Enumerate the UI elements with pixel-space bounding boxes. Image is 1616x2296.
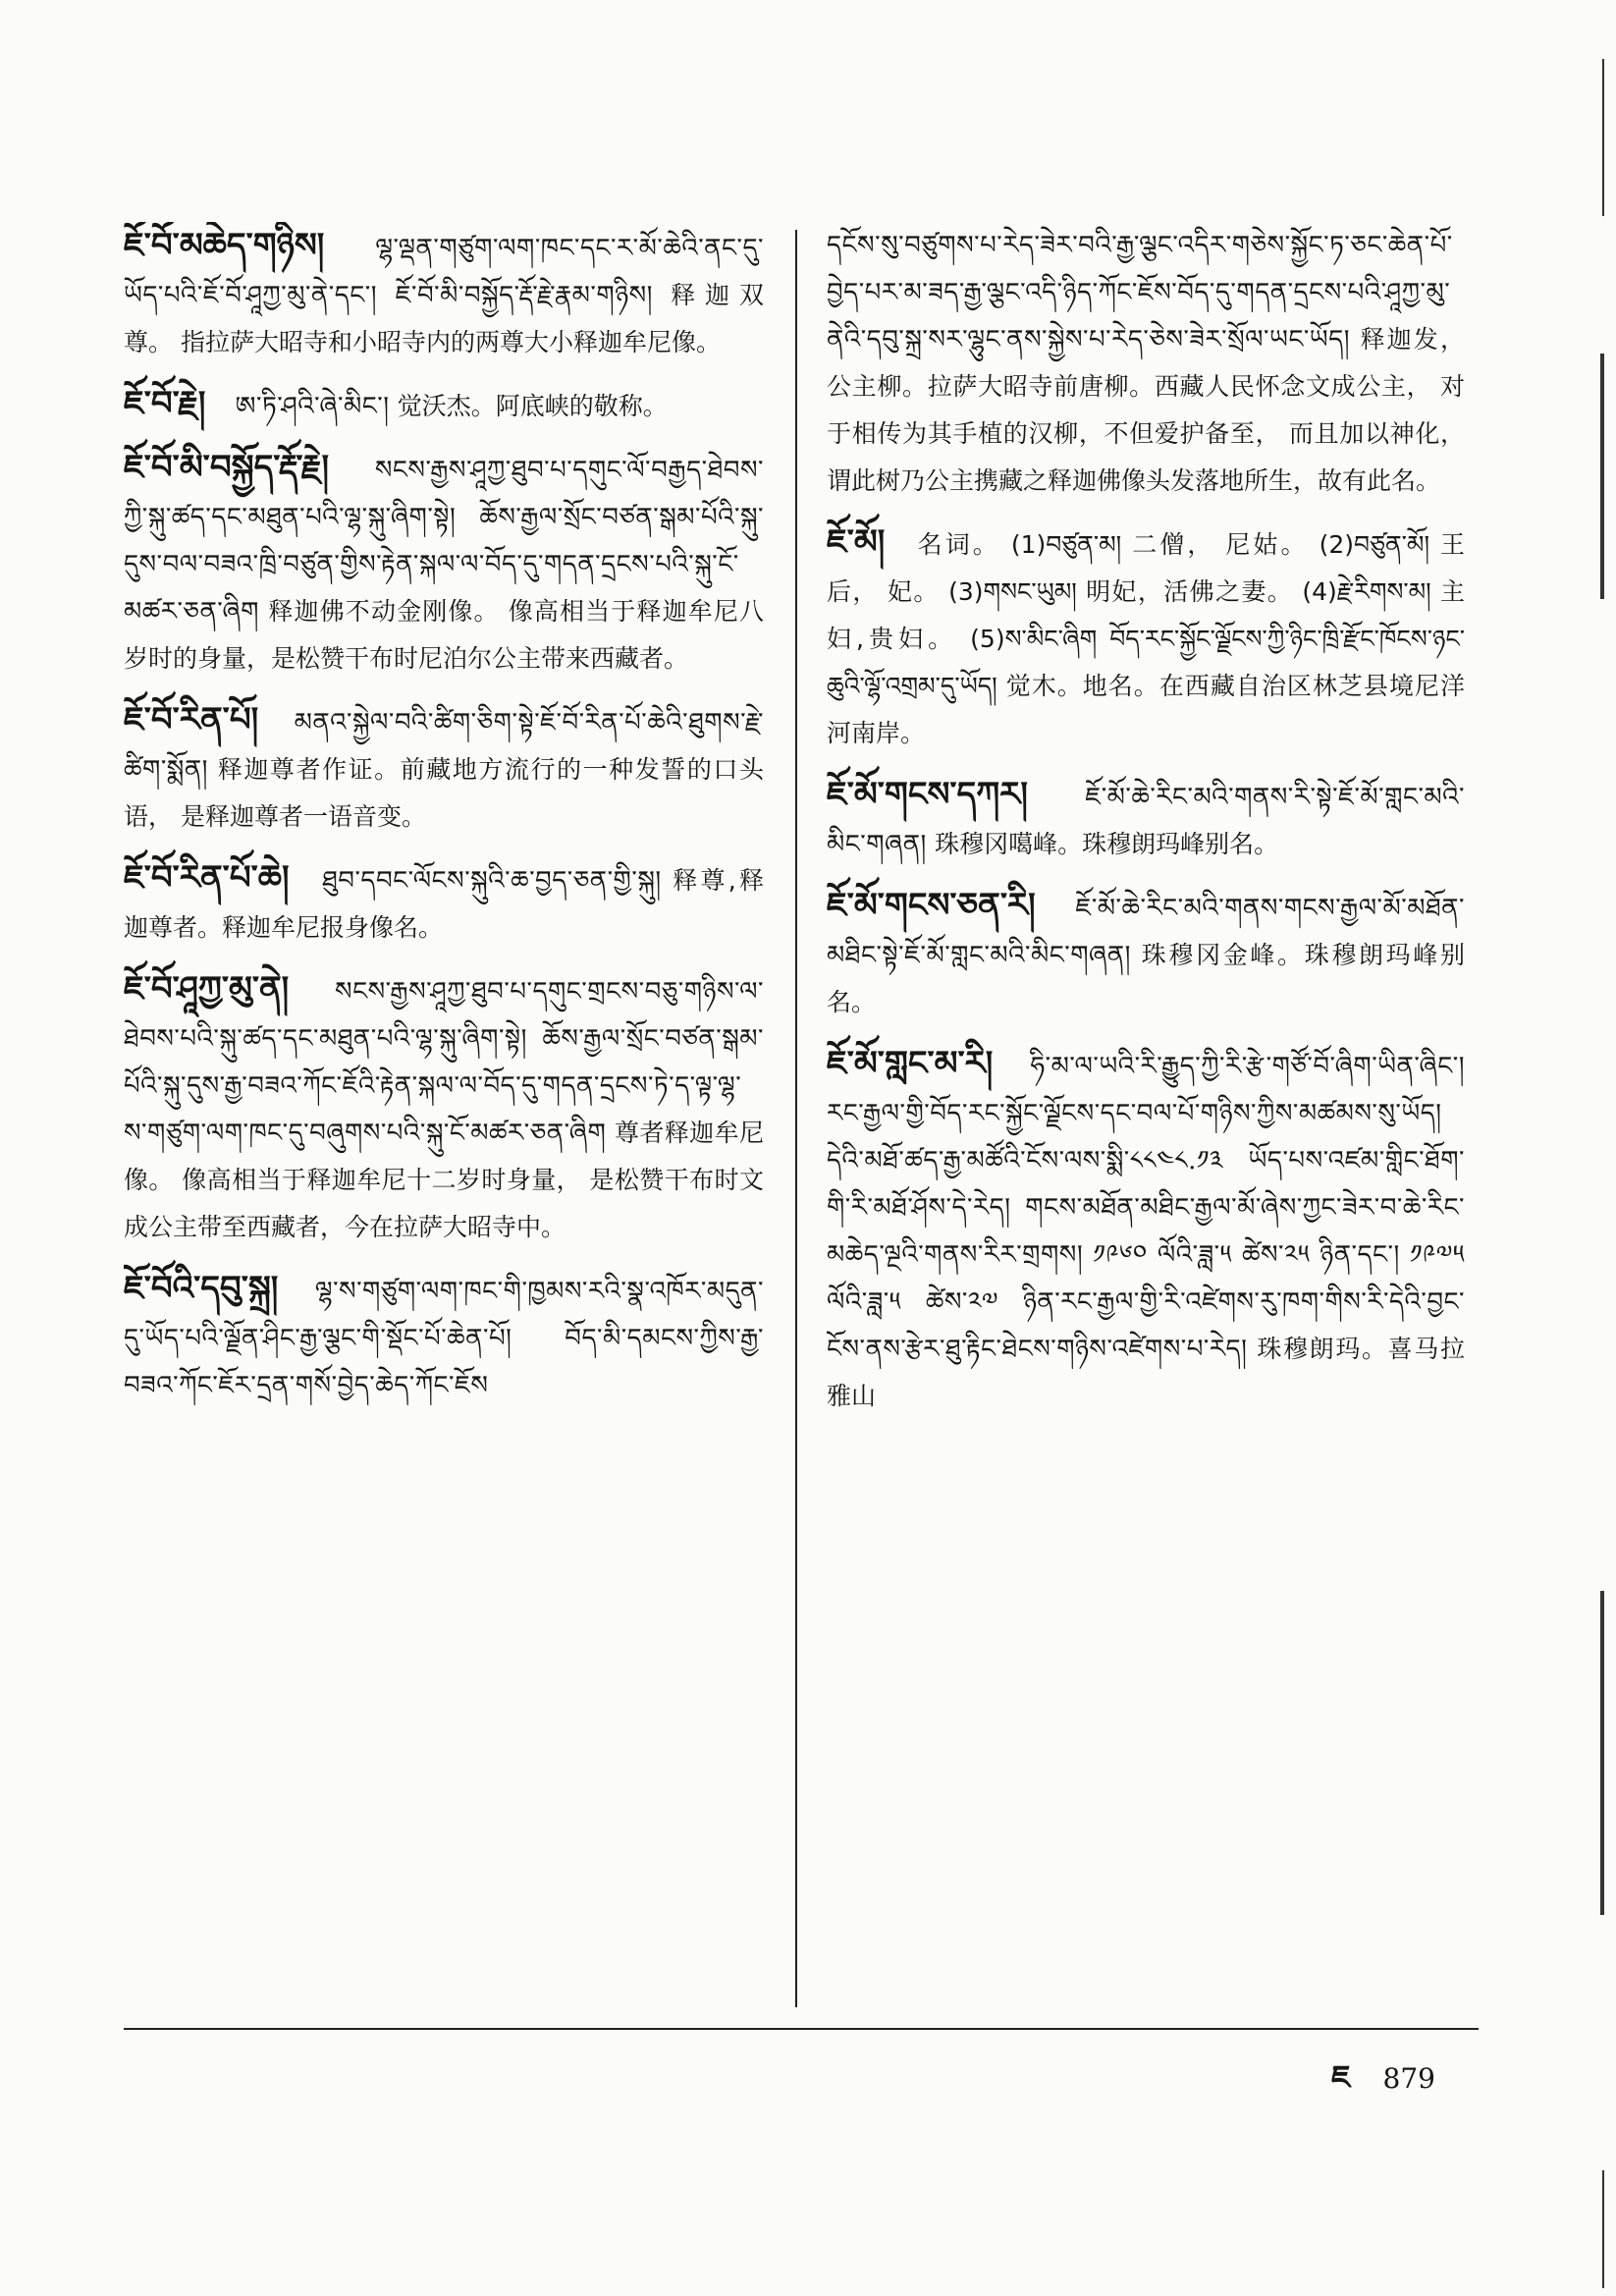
dictionary-entry — [827, 882, 1465, 1026]
dictionary-entry — [124, 222, 764, 366]
dictionary-entry — [827, 771, 1465, 868]
section-letter: ཇ — [1331, 2058, 1351, 2096]
entry-chinese-definition: 尊者释迦牟尼像。 像高相当于释迦牟尼十二岁时身量， 是松赞干布时文成公主带至西藏者，今在拉萨大昭寺中。 — [124, 1119, 764, 1241]
dictionary-entry — [827, 1040, 1465, 1420]
page-number: 879 — [1382, 2062, 1435, 2095]
entry-tibetan-definition: ཇོ་མོ་ཆེ་རིང་མའི་གནས་རི་སྟེ་ཇོ་མོ་གླང་མའི་མིང་གཞན། — [827, 783, 1465, 859]
entry-chinese-definition: 觉沃杰。阿底峡的敬称。 — [397, 392, 668, 420]
entry-headword: ཇོ་མོ། — [827, 522, 886, 562]
right-column — [827, 222, 1465, 1990]
dictionary-entry-continued — [827, 222, 1465, 505]
entry-tibetan-definition: ཨ་ཏི་ཤའི་ཞེ་མིང་། — [235, 392, 390, 421]
entry-tibetan-definition: སངས་རྒྱས་ཤཱཀྱ་ཐུབ་པ་དགུང་གྲངས་བཅུ་གཉིས་ལ་ཐེབས་པའི་སྐུ་ཚད་དང་མཐུན་པའི་ལྷ་སྐུ་ཞིག་སྟེ། ཆོས་རྒྱལ་སྲོང་བཙན་སྒམ་པོའི་སྐུ་དུས་རྒྱ་བཟའ་ཀོང་ཇོའི་རྟེན་སྐལ་ལ་བོད་དུ་གདན་དྲངས་ཏེ་ད་ལྟ་ལྷ་ས་གཙུག་ལག་ཁང་དུ་བཞུགས་པའི་སྐུ་ངོ་མཚར་ཅན་ཞིག — [124, 977, 764, 1148]
dictionary-entry — [124, 1265, 764, 1409]
entry-chinese-definition: 释尊,释迦尊者。释迦牟尼报身像名。 — [124, 866, 764, 942]
dictionary-entry — [124, 965, 764, 1251]
entry-tibetan-definition: ཐུབ་དབང་ལོངས་སྐུའི་ཆ་བྱད་ཅན་གྱི་སྐུ། — [322, 866, 662, 896]
dictionary-entry — [124, 854, 764, 952]
entry-chinese-definition: 珠穆冈噶峰。珠穆朗玛峰别名。 — [935, 830, 1279, 858]
entry-headword: ཇོ་བོ་མཆེད་གཉིས། — [124, 226, 325, 265]
entry-headword: ཇོ་བོ་རིན་པོ། — [124, 700, 259, 739]
bottom-rule — [124, 2028, 1479, 2030]
dictionary-entry — [124, 696, 764, 841]
dictionary-entry — [827, 519, 1465, 757]
entry-headword: ཇོ་བོ་ཤཱཀྱ་མུ་ནེ། — [124, 969, 290, 1009]
entry-headword: ཇོ་བོ་མི་བསྐྱོད་རྡོ་རྗེ། — [124, 448, 330, 487]
entry-tibetan-definition: ལྷ་ས་གཙུག་ལག་ཁང་གི་ཁྱམས་རའི་སྣ་འཁོར་མདུན་དུ་ཡོད་པའི་ལྗོན་ཤིང་རྒྱ་ལྕང་གི་སྡོང་པོ་ཆེན་པོ། བོད་མི་དམངས་ཀྱིས་རྒྱ་བཟའ་ཀོང་ཇོར་དྲན་གསོ་བྱེད་ཆེད་ཀོང་ཇོས — [124, 1277, 764, 1400]
entry-tibetan-definition: ལྷ་ལྡན་གཙུག་ལག་ཁང་དང་ར་མོ་ཆེའི་ནང་དུ་ཡོད་པའི་ཇོ་བོ་ཤཱཀྱ་མུ་ནེ་དང་། ཇོ་བོ་མི་བསྐྱོད་རྡོ་རྗེ་རྣམ་གཉིས། — [124, 234, 764, 310]
dictionary-entry — [124, 444, 764, 683]
entry-tibetan-definition: ཇོ་མོ་ཆེ་རིང་མའི་གནས་གངས་རྒྱལ་མོ་མཐོན་མཐིང་སྟེ་ཇོ་མོ་གླང་མའི་མིང་གཞན། — [827, 894, 1465, 970]
entry-chinese-definition: 名词。 (1)བཙུན་མ། 二僧， 尼姑。 (2)བཙུན་མོ། 王后， 妃。 (3)གསང་ཡུམ། 明妃，活佛之妻。 (4)རྗེ་རིགས་མ། 主妇,贵妇。 (5)ས་མིང་ཞིག བོད་རང་སྐྱོང་ལྗོངས་ཀྱི་ཉིང་ཁྲི་རྫོང་ཁོངས་ཉང་ཆུའི་ལྷོ་འགྲམ་དུ་ཡོད། 觉木。地名。在西藏自治区林芝县境尼洋河南岸。 — [827, 530, 1465, 747]
entry-headword: ཇོ་མོ་གངས་ཅན་རི། — [827, 886, 1036, 925]
entry-tibetan-definition: དངོས་སུ་བཙུགས་པ་རེད་ཟེར་བའི་རྒྱ་ལྕང་འདིར་གཅེས་སྐྱོང་ཏ་ཅང་ཆེན་པོ་བྱེད་པར་མ་ཟད་རྒྱ་ལྕང་འདི་ཉིད་ཀོང་ཇོས་བོད་དུ་གདན་དྲངས་པའི་ཤཱཀྱ་མུ་ནེའི་དབུ་སྐྲ་སར་ལྷུང་ནས་སྐྱེས་པ་རེད་ཅེས་ཟེར་སྲོལ་ཡང་ཡོད། — [827, 231, 1453, 355]
scan-edge-marks — [1571, 59, 1610, 2219]
dictionary-entry — [124, 380, 764, 430]
page-footer — [1331, 2043, 1435, 2131]
entry-chinese-definition: 珠穆冈金峰。珠穆朗玛峰别名。 — [827, 941, 1465, 1016]
left-column — [124, 222, 764, 1990]
entry-headword: ཇོ་བོ་རིན་པོ་ཆེ། — [124, 858, 290, 898]
entry-tibetan-definition: ཧི་མ་ལ་ཡའི་རི་རྒྱུད་ཀྱི་རི་རྩེ་གཙོ་བོ་ཞིག་ཡིན་ཞིང་། རང་རྒྱལ་གྱི་བོད་རང་སྐྱོང་ལྗོངས་དང་བལ་པོ་གཉིས་ཀྱིས་མཚམས་སུ་ཡོད། དེའི་མཐོ་ཚད་རྒྱ་མཚོའི་ངོས་ལས་སྨི་༨༨༤༨.༡༣ ཡོད་པས་འཛམ་གླིང་ཐོག་གི་རི་མཐོ་ཤོས་དེ་རེད། གངས་མཐོན་མཐིང་རྒྱལ་མོ་ཞེས་ཀྱང་ཟེར་བ་ཆེ་རིང་མཆེད་ལྔའི་གནས་རིར་གྲགས། ༡༩༦༠ ལོའི་ཟླ་༥ ཚེས་༢༥ ཉིན་དང་། ༡༩༧༥ ལོའི་ཟླ་༥ ཚེས་༢༧ ཉིན་རང་རྒྱལ་གྱི་རི་འཛེགས་རུ་ཁག་གིས་རི་དེའི་བྱང་ངོས་ནས་རྩེར་ཐུ་རྟིང་ཐེངས་གཉིས་འཛེགས་པ་རེད། — [827, 1052, 1465, 1364]
entry-tibetan-definition: སངས་རྒྱས་ཤཱཀྱ་ཐུབ་པ་དགུང་ལོ་བརྒྱད་ཐེབས་ཀྱི་སྐུ་ཚད་དང་མཐུན་པའི་ལྷ་སྐུ་ཞིག་སྟེ། ཆོས་རྒྱལ་སྲོང་བཙན་སྒམ་པོའི་སྐུ་དུས་བལ་བཟའ་ཁྲི་བཙུན་གྱིས་རྟེན་སྐལ་ལ་བོད་དུ་གདན་དྲངས་པའི་སྐུ་ངོ་མཚར་ཅན་ཞིག — [124, 456, 764, 627]
entry-chinese-definition: 释迦发，公主柳。拉萨大昭寺前唐柳。西藏人民怀念文成公主， 对于相传为其手植的汉柳，不但爱护备至， 而且加以神化， 谓此树乃公主携藏之释迦佛像头发落地所生，故有此名。 — [827, 325, 1465, 495]
entry-tibetan-definition: མནའ་སྐྱེལ་བའི་ཚིག་ཅིག་སྟེ་ཇོ་བོ་རིན་པོ་ཆེའི་ཐུགས་རྗེ་ཚིག་སྨོན། — [124, 708, 764, 785]
entry-chinese-definition: 珠穆朗玛。喜马拉雅山 — [827, 1335, 1465, 1410]
entry-chinese-definition: 释迦佛不动金刚像。 像高相当于释迦牟尼八岁时的身量，是松赞干布时尼泊尔公主带来西藏者。 — [124, 597, 764, 673]
entry-headword: ཇོ་བོའི་དབུ་སྐྲ། — [124, 1269, 279, 1308]
column-divider — [795, 230, 797, 2007]
entry-chinese-definition: 释迦双尊。 指拉萨大昭寺和小昭寺内的两尊大小释迦牟尼像。 — [124, 281, 764, 356]
entry-headword: ཇོ་མོ་གླང་མ་རི། — [827, 1044, 994, 1083]
entry-headword: ཇོ་བོ་རྗེ། — [124, 384, 206, 423]
entry-chinese-definition: 释迦尊者作证。前藏地方流行的一种发誓的口头语， 是释迦尊者一语音变。 — [124, 755, 764, 831]
entry-headword: ཇོ་མོ་གངས་དཀར། — [827, 775, 1028, 814]
